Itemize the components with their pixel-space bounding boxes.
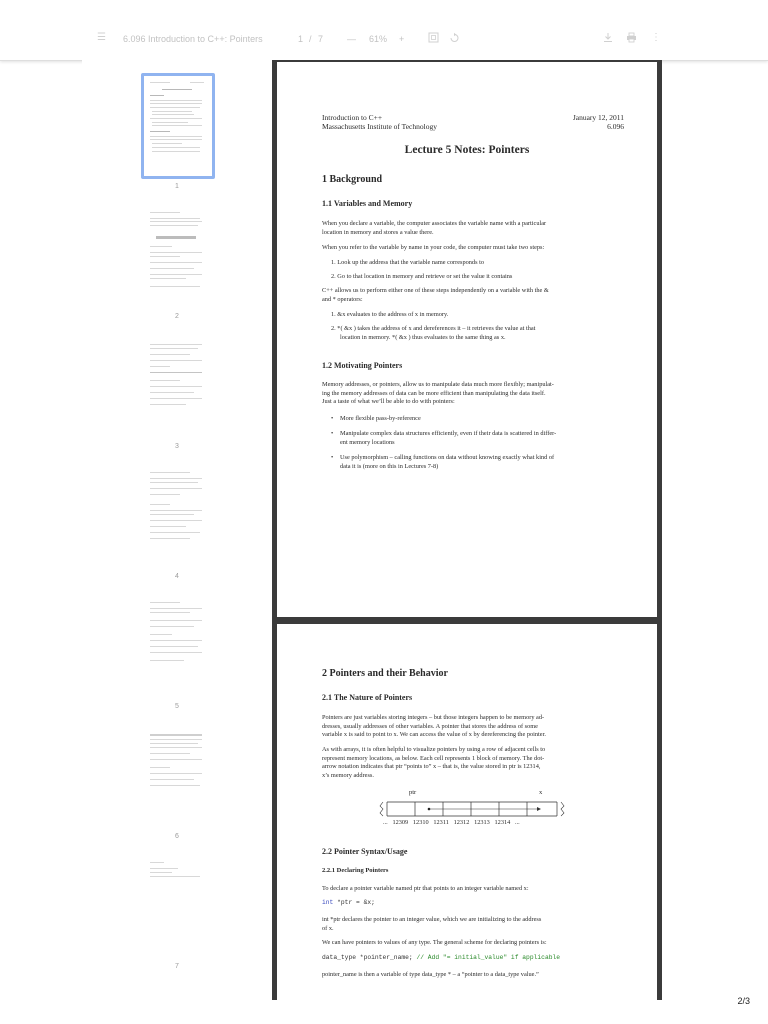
diagram-x-label: x: [539, 789, 543, 796]
subsection-heading-2-2: 2.2 Pointer Syntax/Usage: [322, 847, 408, 856]
zoom-out-button[interactable]: —: [347, 34, 356, 44]
page-total: 7: [318, 34, 324, 44]
subsection-heading-2-1: 2.1 The Nature of Pointers: [322, 693, 413, 702]
thumbnail-page-4[interactable]: [144, 466, 210, 564]
paragraph: Pointers are just variables storing integers – but those integers happen to be memory ad- dresses, usually addresses of other variables. A pointer that stores the address of some variable x is said to point to x. We can access the value of x by dereferencing the pointer.: [322, 714, 546, 739]
code-line: data_type *pointer_name; // Add "= initial_value" if applicable: [322, 954, 561, 961]
thumbnail-page-2[interactable]: [144, 206, 210, 304]
thumbnail-label-1: 1: [175, 183, 179, 190]
bullet-icon: •: [331, 430, 334, 437]
subsubsection-heading-2-2-1: 2.2.1 Declaring Pointers: [322, 867, 389, 874]
zoom-in-button[interactable]: +: [399, 34, 405, 44]
diagram-address-labels: ... 12309 12310 12311 12312 12313 12314 ...: [383, 819, 520, 826]
bullet-icon: •: [331, 415, 334, 422]
list-item: Manipulate complex data structures efficiently, even if their data is scattered in differ- ent memory locations: [340, 430, 557, 446]
pdf-page-2: [277, 624, 657, 1004]
page-separator: /: [309, 34, 312, 44]
pdf-page-1: [277, 62, 657, 617]
thumbnail-page-1[interactable]: [141, 73, 215, 179]
fit-page-icon[interactable]: [428, 32, 439, 47]
page-counter: 2/3: [737, 996, 750, 1006]
header-date: January 12, 2011: [572, 113, 624, 122]
paragraph: When you refer to the variable by name in your code, the computer must take two steps:: [322, 244, 545, 251]
thumbnail-label-2: 2: [175, 313, 179, 320]
thumbnail-page-3[interactable]: [144, 336, 210, 434]
rotate-icon[interactable]: [449, 32, 460, 47]
zoom-level[interactable]: 61%: [369, 34, 388, 44]
code-line: int *ptr = &x;: [322, 899, 375, 906]
paragraph: pointer_name is then a variable of type data_type * – a “pointer to a data_type value.”: [322, 971, 539, 978]
diagram-ptr-label: ptr: [409, 789, 417, 796]
thumbnail-label-6: 6: [175, 833, 179, 840]
memory-cells-diagram: [377, 799, 567, 819]
page-number-input[interactable]: 1: [298, 34, 304, 44]
subsection-heading-1-1: 1.1 Variables and Memory: [322, 199, 413, 208]
paragraph: To declare a pointer variable named ptr that points to an integer variable named x:: [322, 885, 529, 892]
download-icon[interactable]: [603, 32, 613, 47]
thumbnail-page-6[interactable]: [144, 726, 210, 824]
paragraph: Memory addresses, or pointers, allow us to manipulate data much more flexibly; manipulat- ing the memory addresses of data can be more efficient than manipulating the data itself. Just a taste of what we’ll be able to do with pointers:: [322, 381, 554, 406]
paragraph: When you declare a variable, the computer associates the variable name with a particular location in memory and stores a value there.: [322, 220, 547, 236]
list-item: 1. Look up the address that the variable name corresponds to: [331, 259, 485, 266]
thumbnail-page-7[interactable]: [144, 856, 210, 954]
header-course: Introduction to C++: [322, 113, 383, 122]
list-item: Use polymorphism – calling functions on data without knowing exactly what kind of data it is (more on this in Lectures 7-8): [340, 454, 555, 470]
document-title-heading: Lecture 5 Notes: Pointers: [404, 144, 530, 156]
document-title: 6.096 Introduction to C++: Pointers: [123, 34, 263, 44]
paragraph: C++ allows us to perform either one of these steps independently on a variable with the & and * operators:: [322, 287, 549, 303]
menu-icon[interactable]: ☰: [97, 32, 106, 43]
thumbnail-page-5[interactable]: [144, 596, 210, 694]
list-item: More flexible pass-by-reference: [340, 415, 421, 422]
paragraph: We can have pointers to values of any type. The general scheme for declaring pointers is:: [322, 939, 547, 946]
more-options-icon[interactable]: ⋮: [651, 32, 661, 43]
section-heading-2: 2 Pointers and their Behavior: [322, 668, 448, 679]
thumbnail-label-3: 3: [175, 443, 179, 450]
pdf-toolbar: [0, 0, 768, 61]
list-item: 2. *( &x ) takes the address of x and dereferences it – it retrieves the value at that location in memory. *( &x ) thus evaluates to the same thing as x.: [331, 325, 536, 341]
header-institution: Massachusetts Institute of Technology: [322, 122, 437, 131]
thumbnail-label-5: 5: [175, 703, 179, 710]
thumbnail-label-7: 7: [175, 963, 179, 970]
header-course-number: 6.096: [607, 122, 624, 131]
list-item: 1. &x evaluates to the address of x in memory.: [331, 311, 449, 318]
section-heading-1: 1 Background: [322, 174, 383, 185]
print-icon[interactable]: [626, 32, 637, 47]
paragraph: As with arrays, it is often helpful to visualize pointers by using a row of adjacent cells to represent memory locations, as below. Each cell represents 1 block of memory. The dot- arrow notation indicates that ptr “points to” x – that is, the value stored in ptr is 12314, x’s memory address.: [322, 746, 546, 779]
subsection-heading-1-2: 1.2 Motivating Pointers: [322, 361, 403, 370]
list-item: 2. Go to that location in memory and retrieve or set the value it contains: [331, 273, 513, 280]
thumbnail-label-4: 4: [175, 573, 179, 580]
paragraph: int *ptr declares the pointer to an integer value, which we are initializing to the address of x.: [322, 916, 542, 932]
bullet-icon: •: [331, 454, 334, 461]
